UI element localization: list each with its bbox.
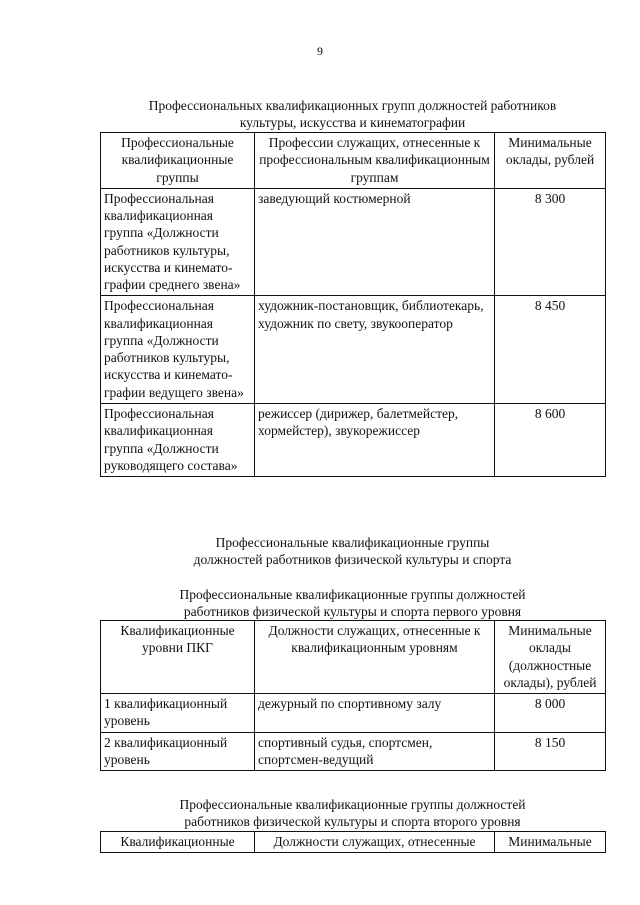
section-title-sport-level1 — [100, 587, 605, 621]
table-row — [101, 694, 606, 733]
title-line: должностей работников физической культуры и спорта — [193, 551, 512, 567]
title-line: Профессиональные квалификационные группы должностей — [179, 797, 526, 812]
group-cell: Профессиональная квалификационная группа «Должности работников культуры, искусства и кинемато-графии среднего звена» — [101, 188, 255, 296]
table-row — [101, 403, 606, 476]
title-line: работников физической культуры и спорта второго уровня — [184, 813, 521, 829]
title-line: Профессиональных квалификационных групп должностей работников — [148, 98, 557, 113]
positions-cell: дежурный по спортивному залу — [255, 694, 495, 733]
table-row — [101, 296, 606, 404]
table-header-row — [101, 133, 606, 189]
table-row — [101, 188, 606, 296]
salary-cell: 8 600 — [495, 403, 606, 476]
salary-cell: 8 150 — [495, 732, 606, 771]
level-cell: 1 квалификационный уровень — [101, 694, 255, 733]
professions-cell: режиссер (дирижер, балетмейстер, хормейстер), звукорежиссер — [255, 403, 495, 476]
table-header-row — [101, 621, 606, 694]
header-groups: Профессиональные квалификационные группы — [101, 133, 255, 189]
salary-cell: 8 300 — [495, 188, 606, 296]
title-line: работников физической культуры и спорта первого уровня — [183, 603, 522, 619]
professions-cell: художник-постановщик, библиотекарь, художник по свету, звукооператор — [255, 296, 495, 404]
sport-level2-salary-table — [100, 831, 606, 853]
header-levels: Квалификационные уровни ПКГ — [101, 621, 255, 694]
table-header-row — [101, 832, 606, 853]
section-title-sport — [100, 535, 605, 569]
header-positions: Должности служащих, отнесенные — [255, 832, 495, 853]
professions-cell: заведующий костюмерной — [255, 188, 495, 296]
page-number: 9 — [317, 44, 323, 58]
level-cell: 2 квалификационный уровень — [101, 732, 255, 771]
culture-salary-table — [100, 132, 606, 477]
section-title-culture — [100, 98, 605, 132]
table-row — [101, 732, 606, 771]
header-salary: Минимальные оклады, рублей — [495, 133, 606, 189]
sport-level1-salary-table — [100, 620, 606, 771]
title-line: культуры, искусства и кинематографии — [239, 114, 466, 130]
salary-cell: 8 000 — [495, 694, 606, 733]
header-salary: Минимальные — [495, 832, 606, 853]
header-professions: Профессии служащих, отнесенные к профессиональным квалификационным группам — [255, 133, 495, 189]
group-cell: Профессиональная квалификационная группа «Должности руководящего состава» — [101, 403, 255, 476]
salary-cell: 8 450 — [495, 296, 606, 404]
header-levels: Квалификационные — [101, 832, 255, 853]
title-line: Профессиональные квалификационные группы — [215, 535, 490, 550]
group-cell: Профессиональная квалификационная группа «Должности работников культуры, искусства и кинемато-графии ведущего звена» — [101, 296, 255, 404]
header-salary: Минимальные оклады (должностные оклады), рублей — [495, 621, 606, 694]
header-positions: Должности служащих, отнесенные к квалификационным уровням — [255, 621, 495, 694]
title-line: Профессиональные квалификационные группы должностей — [179, 587, 526, 602]
positions-cell: спортивный судья, спортсмен, спортсмен-ведущий — [255, 732, 495, 771]
section-title-sport-level2 — [100, 797, 605, 831]
